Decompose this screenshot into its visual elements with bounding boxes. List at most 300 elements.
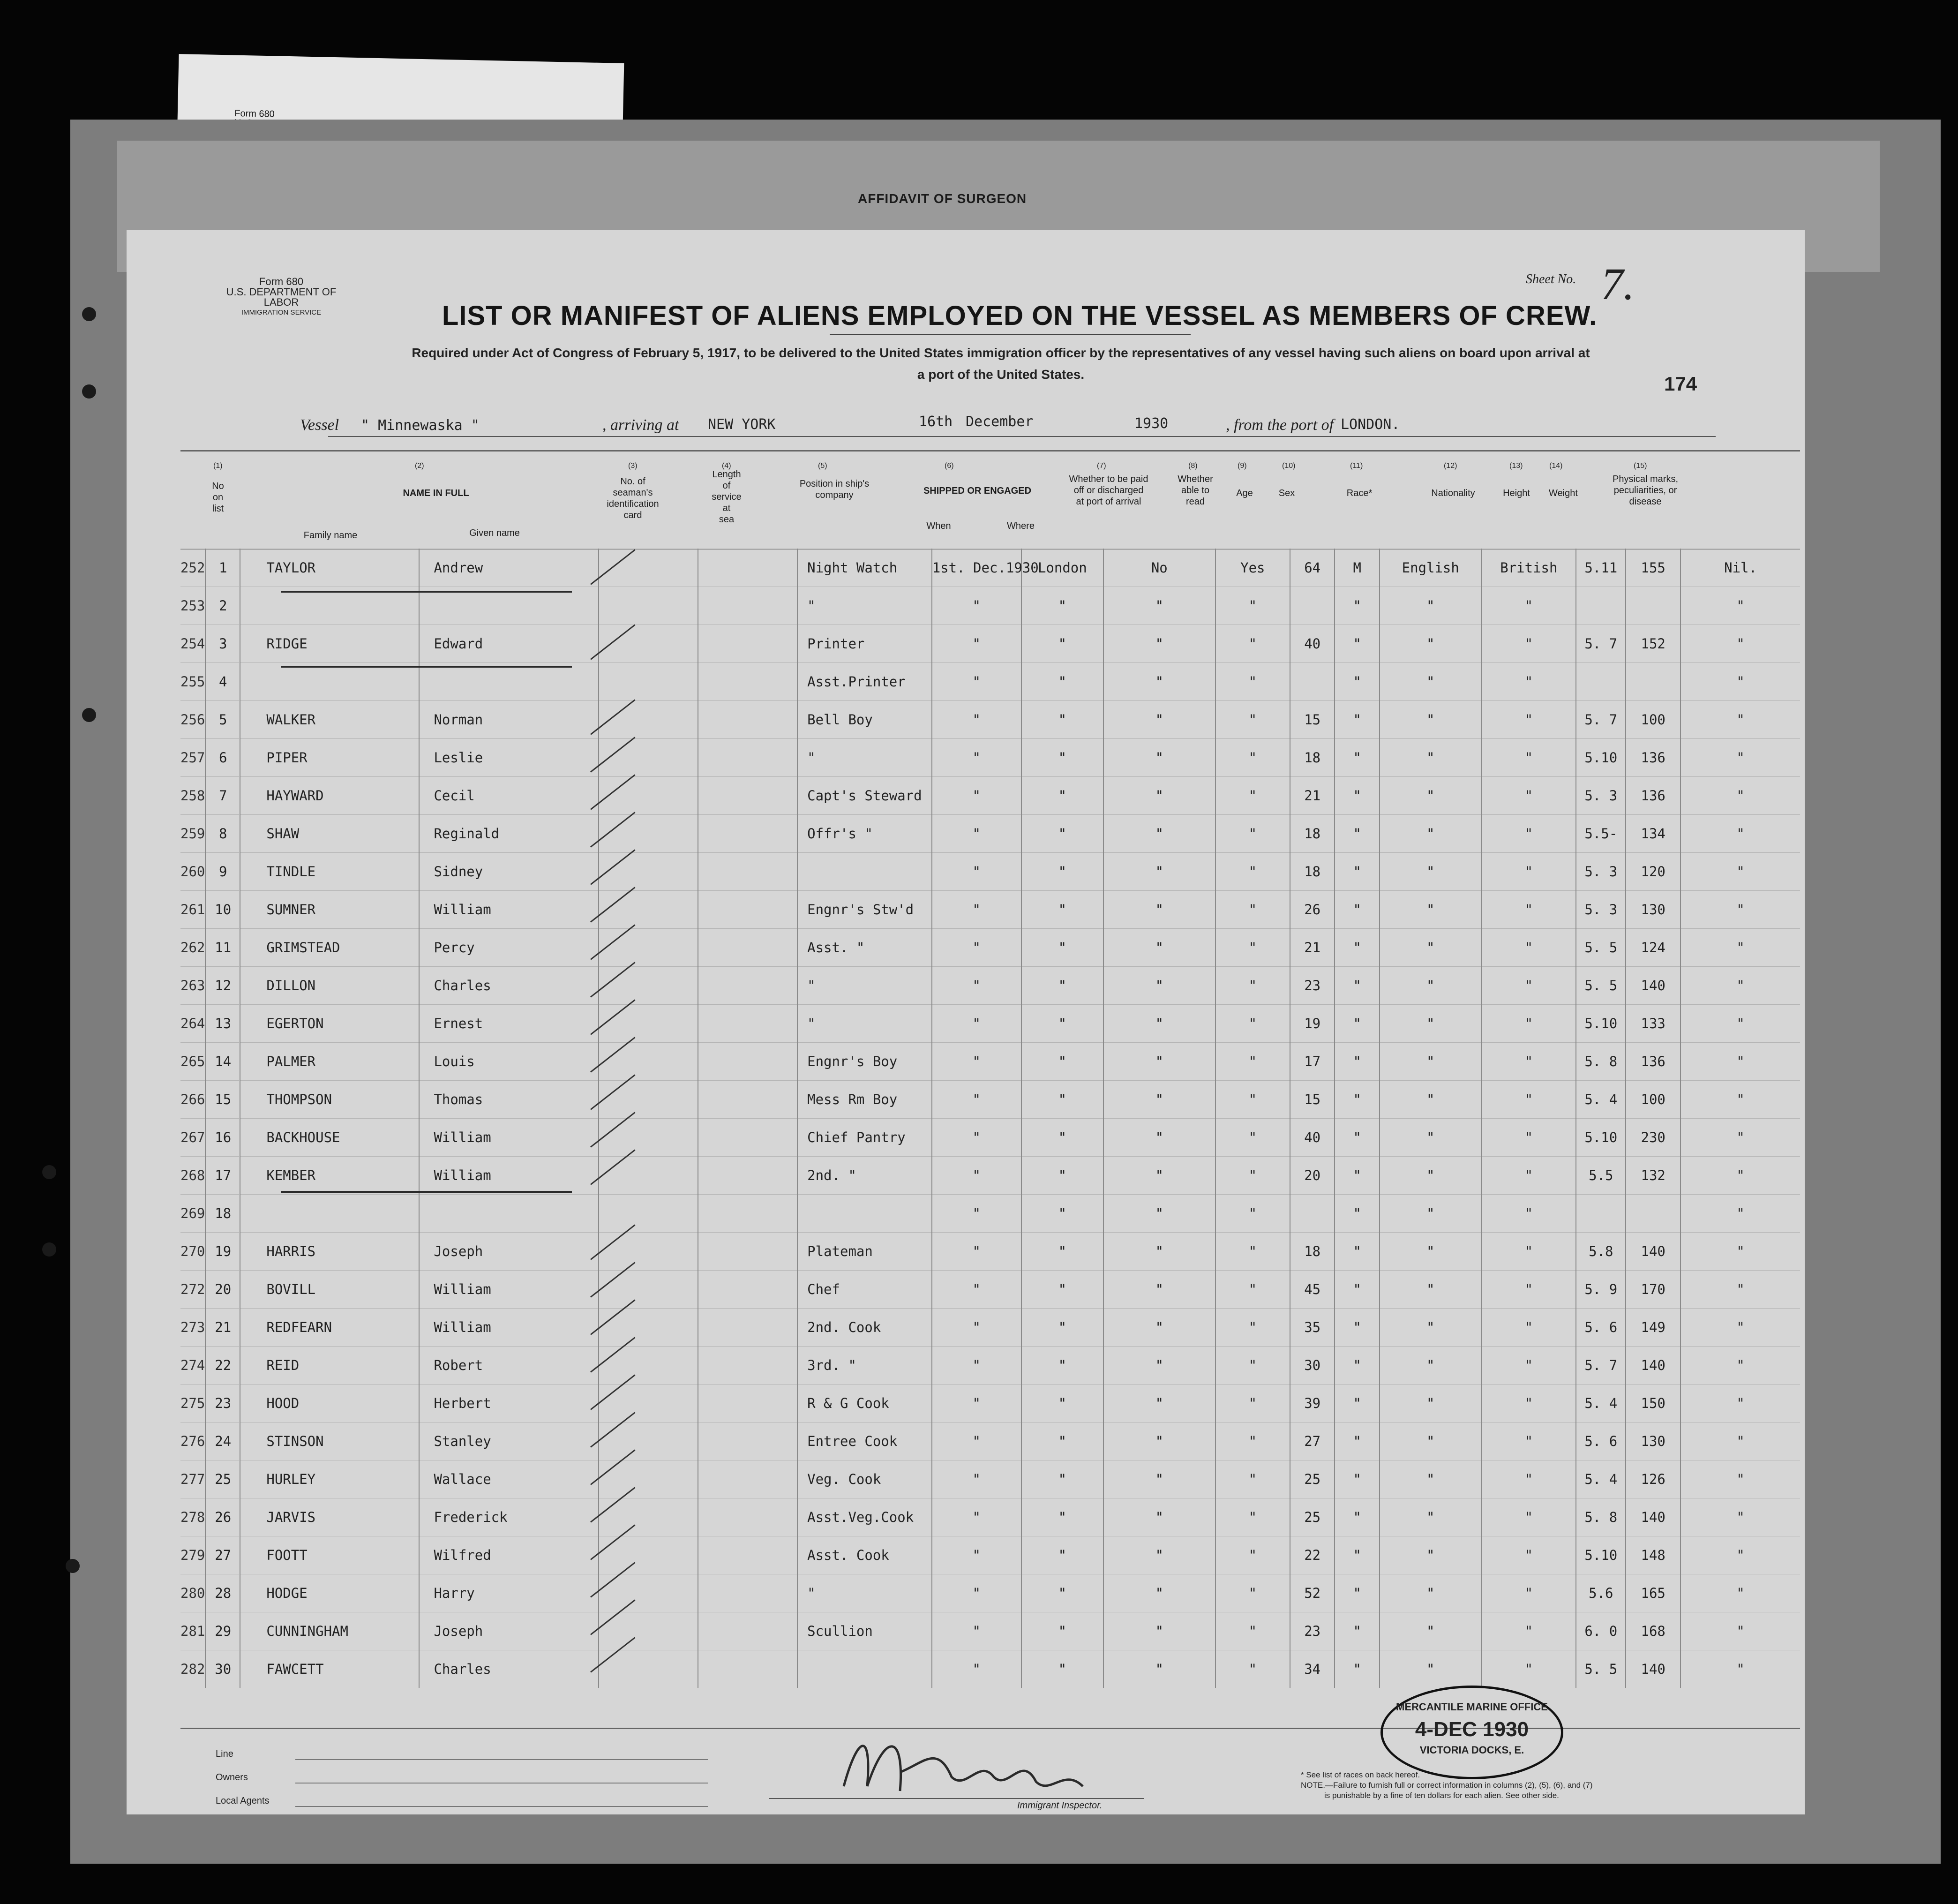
sex: " <box>1335 663 1380 701</box>
shipped-when: " <box>932 1233 1021 1271</box>
weight: 165 <box>1626 1574 1680 1612</box>
able-to-read: " <box>1215 587 1290 625</box>
column-number: (12) <box>1444 462 1457 470</box>
shipped-where: " <box>1021 1043 1103 1081</box>
column-number: (11) <box>1350 462 1363 470</box>
shipped-where: " <box>1021 967 1103 1005</box>
vessel-label: Vessel <box>300 416 339 434</box>
weight: 136 <box>1626 1043 1680 1081</box>
column-number: (10) <box>1282 462 1296 470</box>
list-number: 2 <box>205 587 240 625</box>
list-number: 5 <box>205 701 240 739</box>
weight: 140 <box>1626 1650 1680 1688</box>
form-identifier <box>211 277 352 318</box>
list-number: 21 <box>205 1309 240 1347</box>
column-number: (4) <box>722 462 731 470</box>
shipped-when: " <box>932 1385 1021 1422</box>
inspector-label: Immigrant Inspector. <box>1017 1800 1103 1811</box>
arrival-year: 1930 <box>1134 415 1169 432</box>
sex: " <box>1335 1536 1380 1574</box>
height <box>1576 663 1626 701</box>
sex: " <box>1335 701 1380 739</box>
length-service <box>698 815 797 853</box>
family-name: WALKER <box>240 701 419 739</box>
manifest-sheet <box>127 230 1805 1814</box>
age <box>1290 1195 1335 1233</box>
able-to-read: " <box>1215 1233 1290 1271</box>
id-card <box>599 1233 698 1271</box>
sex: " <box>1335 815 1380 853</box>
position <box>797 1650 932 1688</box>
shipped-where: " <box>1021 1081 1103 1119</box>
header-weight: Weight <box>1549 488 1578 498</box>
header-race: Race* <box>1346 488 1373 498</box>
line-number: 276 <box>180 1422 205 1460</box>
position: Veg. Cook <box>797 1460 932 1498</box>
age: 17 <box>1290 1043 1335 1081</box>
from-port: LONDON. <box>1341 416 1400 433</box>
paid-off: " <box>1103 1081 1215 1119</box>
column-number: (2) <box>415 462 424 470</box>
race: " <box>1380 929 1482 967</box>
table-row <box>180 1536 1800 1574</box>
id-card <box>599 1005 698 1043</box>
id-card <box>599 853 698 891</box>
header-physical-marks: Physical marks, peculiarities, or disease <box>1612 474 1679 507</box>
nationality: " <box>1482 815 1576 853</box>
race: " <box>1380 1233 1482 1271</box>
physical-marks: " <box>1680 1233 1800 1271</box>
list-number: 18 <box>205 1195 240 1233</box>
race: " <box>1380 1460 1482 1498</box>
physical-marks: " <box>1680 967 1800 1005</box>
able-to-read: " <box>1215 1574 1290 1612</box>
table-row <box>180 1385 1800 1422</box>
length-service <box>698 1574 797 1612</box>
header-age: Age <box>1236 488 1253 498</box>
weight <box>1626 663 1680 701</box>
table-row <box>180 1612 1800 1650</box>
requirement-text <box>244 342 1758 385</box>
race: " <box>1380 1612 1482 1650</box>
line-number: 268 <box>180 1157 205 1195</box>
physical-marks: " <box>1680 1422 1800 1460</box>
shipped-where: " <box>1021 1422 1103 1460</box>
table-row <box>180 1157 1800 1195</box>
physical-marks: " <box>1680 1157 1800 1195</box>
sex: " <box>1335 1309 1380 1347</box>
age: 23 <box>1290 1612 1335 1650</box>
family-name: HODGE <box>240 1574 419 1612</box>
position: Scullion <box>797 1612 932 1650</box>
length-service <box>698 1650 797 1688</box>
weight: 168 <box>1626 1612 1680 1650</box>
weight: 140 <box>1626 1347 1680 1385</box>
age: 18 <box>1290 739 1335 777</box>
shipped-where: " <box>1021 625 1103 663</box>
physical-marks: " <box>1680 1385 1800 1422</box>
race: " <box>1380 1195 1482 1233</box>
sex: M <box>1335 549 1380 587</box>
sex: " <box>1335 1612 1380 1650</box>
stamp-top-text: MERCANTILE MARINE OFFICE <box>1396 1701 1548 1713</box>
table-row <box>180 739 1800 777</box>
physical-marks: " <box>1680 1043 1800 1081</box>
shipped-when: " <box>932 891 1021 929</box>
family-name: HAYWARD <box>240 777 419 815</box>
list-number: 13 <box>205 1005 240 1043</box>
shipped-when: " <box>932 1157 1021 1195</box>
height: 5.10 <box>1576 1005 1626 1043</box>
position: 2nd. Cook <box>797 1309 932 1347</box>
shipped-when: " <box>932 1081 1021 1119</box>
family-name: CUNNINGHAM <box>240 1612 419 1650</box>
line-number: 269 <box>180 1195 205 1233</box>
able-to-read: " <box>1215 739 1290 777</box>
able-to-read: " <box>1215 1536 1290 1574</box>
family-name: BOVILL <box>240 1271 419 1309</box>
paid-off: " <box>1103 1422 1215 1460</box>
paid-off: " <box>1103 1574 1215 1612</box>
id-card <box>599 1271 698 1309</box>
position: " <box>797 1005 932 1043</box>
header-no-on-list: No on list <box>212 481 224 514</box>
length-service <box>698 1309 797 1347</box>
length-service <box>698 587 797 625</box>
shipped-where: " <box>1021 1271 1103 1309</box>
race: " <box>1380 1536 1482 1574</box>
race: " <box>1380 1005 1482 1043</box>
stamp-date: 4-DEC 1930 <box>1415 1718 1529 1741</box>
shipped-when: " <box>932 663 1021 701</box>
weight: 170 <box>1626 1271 1680 1309</box>
id-card <box>599 1043 698 1081</box>
position: Capt's Steward <box>797 777 932 815</box>
column-number: (15) <box>1634 462 1647 470</box>
list-number: 4 <box>205 663 240 701</box>
shipped-where: " <box>1021 1574 1103 1612</box>
age: 64 <box>1290 549 1335 587</box>
list-number: 7 <box>205 777 240 815</box>
shipped-where: " <box>1021 1498 1103 1536</box>
shipped-when: " <box>932 1460 1021 1498</box>
weight: 136 <box>1626 739 1680 777</box>
height: 5.6 <box>1576 1574 1626 1612</box>
shipped-when: " <box>932 587 1021 625</box>
height: 5.11 <box>1576 549 1626 587</box>
family-name <box>240 1195 419 1233</box>
age: 39 <box>1290 1385 1335 1422</box>
length-service <box>698 777 797 815</box>
age <box>1290 587 1335 625</box>
physical-marks: " <box>1680 1536 1800 1574</box>
position: Asst.Veg.Cook <box>797 1498 932 1536</box>
given-name: Robert <box>419 1347 598 1385</box>
length-service <box>698 1043 797 1081</box>
given-name: Edward <box>419 625 598 663</box>
id-card <box>599 1081 698 1119</box>
given-name: William <box>419 1119 598 1157</box>
nationality: " <box>1482 1309 1576 1347</box>
shipped-when: " <box>932 777 1021 815</box>
race: " <box>1380 1157 1482 1195</box>
weight: 148 <box>1626 1536 1680 1574</box>
weight: 124 <box>1626 929 1680 967</box>
column-number: (7) <box>1097 462 1106 470</box>
given-name: Leslie <box>419 739 598 777</box>
age: 23 <box>1290 967 1335 1005</box>
strike-line <box>281 666 572 668</box>
sex: " <box>1335 929 1380 967</box>
physical-marks: " <box>1680 587 1800 625</box>
table-row <box>180 1195 1800 1233</box>
shipped-where: " <box>1021 1650 1103 1688</box>
nationality: " <box>1482 1005 1576 1043</box>
header-position: Position in ship's company <box>799 479 870 500</box>
position: Offr's " <box>797 815 932 853</box>
paid-off: " <box>1103 701 1215 739</box>
weight: 149 <box>1626 1309 1680 1347</box>
shipped-when: " <box>932 967 1021 1005</box>
able-to-read: " <box>1215 1650 1290 1688</box>
binder-hole <box>82 384 96 399</box>
column-number: (1) <box>213 462 223 470</box>
race: " <box>1380 1119 1482 1157</box>
table-row <box>180 1271 1800 1309</box>
physical-marks: " <box>1680 929 1800 967</box>
sex: " <box>1335 1233 1380 1271</box>
binder-hole <box>42 1242 56 1257</box>
line-number: 275 <box>180 1385 205 1422</box>
able-to-read: " <box>1215 1498 1290 1536</box>
sex: " <box>1335 1005 1380 1043</box>
line-label: Line <box>216 1749 233 1759</box>
given-name: Joseph <box>419 1233 598 1271</box>
line-number: 256 <box>180 701 205 739</box>
physical-marks: Nil. <box>1680 549 1800 587</box>
able-to-read: " <box>1215 1347 1290 1385</box>
list-number: 14 <box>205 1043 240 1081</box>
sex: " <box>1335 1119 1380 1157</box>
shipped-when: " <box>932 1612 1021 1650</box>
paid-off: " <box>1103 891 1215 929</box>
paid-off: " <box>1103 1119 1215 1157</box>
shipped-where: " <box>1021 587 1103 625</box>
physical-marks: " <box>1680 777 1800 815</box>
line-number: 257 <box>180 739 205 777</box>
footnote-penalty: NOTE.—Failure to furnish full or correct information in columns (2), (5), (6), and (7) <box>1301 1781 1593 1790</box>
weight: 140 <box>1626 967 1680 1005</box>
weight: 150 <box>1626 1385 1680 1422</box>
height <box>1576 1195 1626 1233</box>
paid-off: " <box>1103 1309 1215 1347</box>
shipped-where: " <box>1021 1233 1103 1271</box>
line-number: 258 <box>180 777 205 815</box>
footnote-races: * See list of races on back hereof. <box>1301 1770 1420 1779</box>
shipped-where: " <box>1021 891 1103 929</box>
list-number: 3 <box>205 625 240 663</box>
age: 22 <box>1290 1536 1335 1574</box>
line-number: 272 <box>180 1271 205 1309</box>
sheet-label: Sheet No. <box>1526 272 1576 286</box>
given-name: Andrew <box>419 549 598 587</box>
binder-hole <box>82 307 96 321</box>
nationality: " <box>1482 1536 1576 1574</box>
footnote <box>1301 1770 1593 1801</box>
race: " <box>1380 739 1482 777</box>
id-card <box>599 891 698 929</box>
age: 40 <box>1290 1119 1335 1157</box>
nationality: " <box>1482 625 1576 663</box>
height: 5.5 <box>1576 1157 1626 1195</box>
able-to-read: " <box>1215 701 1290 739</box>
header-name-in-full: NAME IN FULL <box>403 488 469 498</box>
position: Asst. Cook <box>797 1536 932 1574</box>
height <box>1576 587 1626 625</box>
weight: 130 <box>1626 1422 1680 1460</box>
given-name: Frederick <box>419 1498 598 1536</box>
shipped-where: " <box>1021 1612 1103 1650</box>
given-name: Wallace <box>419 1460 598 1498</box>
family-name: HOOD <box>240 1385 419 1422</box>
race: " <box>1380 1422 1482 1460</box>
shipped-when: " <box>932 1574 1021 1612</box>
able-to-read: " <box>1215 1195 1290 1233</box>
physical-marks: " <box>1680 1309 1800 1347</box>
age: 52 <box>1290 1574 1335 1612</box>
table-row <box>180 549 1800 587</box>
shipped-when: " <box>932 853 1021 891</box>
line-number: 265 <box>180 1043 205 1081</box>
family-name: KEMBER <box>240 1157 419 1195</box>
paid-off: " <box>1103 625 1215 663</box>
sex: " <box>1335 1574 1380 1612</box>
given-name: Ernest <box>419 1005 598 1043</box>
table-row <box>180 1043 1800 1081</box>
weight: 130 <box>1626 891 1680 929</box>
paid-off: " <box>1103 1650 1215 1688</box>
able-to-read: " <box>1215 1385 1290 1422</box>
list-number: 30 <box>205 1650 240 1688</box>
shipped-where: " <box>1021 739 1103 777</box>
height: 5. 7 <box>1576 625 1626 663</box>
position: 3rd. " <box>797 1347 932 1385</box>
age: 18 <box>1290 1233 1335 1271</box>
header-nationality: Nationality <box>1431 488 1475 498</box>
given-name: Wilfred <box>419 1536 598 1574</box>
position: Bell Boy <box>797 701 932 739</box>
table-row <box>180 1119 1800 1157</box>
table-row <box>180 1233 1800 1271</box>
position: Asst. " <box>797 929 932 967</box>
height: 5.10 <box>1576 1119 1626 1157</box>
table-row <box>180 777 1800 815</box>
family-name: EGERTON <box>240 1005 419 1043</box>
family-name: FAWCETT <box>240 1650 419 1688</box>
id-card <box>599 625 698 663</box>
shipped-where: " <box>1021 663 1103 701</box>
race: " <box>1380 1574 1482 1612</box>
given-name: Percy <box>419 929 598 967</box>
id-card <box>599 1195 698 1233</box>
physical-marks: " <box>1680 1119 1800 1157</box>
paid-off: No <box>1103 549 1215 587</box>
weight: 134 <box>1626 815 1680 853</box>
physical-marks: " <box>1680 1612 1800 1650</box>
height: 5. 9 <box>1576 1271 1626 1309</box>
age: 27 <box>1290 1422 1335 1460</box>
form-label: Form 680 <box>259 276 304 287</box>
able-to-read: " <box>1215 777 1290 815</box>
header-length-service: Length of service at sea <box>712 469 742 525</box>
title-underline <box>830 334 1191 335</box>
shipped-when: " <box>932 1650 1021 1688</box>
paid-off: " <box>1103 1271 1215 1309</box>
header-able-to-read: Whether able to read <box>1178 474 1213 507</box>
able-to-read: " <box>1215 853 1290 891</box>
table-row <box>180 1081 1800 1119</box>
column-number: (6) <box>945 462 954 470</box>
position: " <box>797 739 932 777</box>
height: 6. 0 <box>1576 1612 1626 1650</box>
paid-off: " <box>1103 967 1215 1005</box>
length-service <box>698 853 797 891</box>
position: Printer <box>797 625 932 663</box>
race: " <box>1380 1309 1482 1347</box>
race: " <box>1380 1347 1482 1385</box>
given-name: Harry <box>419 1574 598 1612</box>
owners-label: Owners <box>216 1772 248 1783</box>
binder-hole <box>42 1165 56 1179</box>
weight: 100 <box>1626 701 1680 739</box>
line-number: 262 <box>180 929 205 967</box>
length-service <box>698 739 797 777</box>
shipped-where: " <box>1021 1385 1103 1422</box>
weight <box>1626 1195 1680 1233</box>
nationality: " <box>1482 701 1576 739</box>
line-number: 253 <box>180 587 205 625</box>
race: " <box>1380 777 1482 815</box>
crew-table <box>180 449 1800 1688</box>
local-agents-label: Local Agents <box>216 1796 270 1806</box>
family-name: GRIMSTEAD <box>240 929 419 967</box>
height: 5. 5 <box>1576 967 1626 1005</box>
shipped-when: " <box>932 1536 1021 1574</box>
physical-marks: " <box>1680 663 1800 701</box>
id-card <box>599 739 698 777</box>
family-name: RIDGE <box>240 625 419 663</box>
nationality: " <box>1482 1422 1576 1460</box>
shipped-where: " <box>1021 701 1103 739</box>
shipped-where: " <box>1021 853 1103 891</box>
header-id-card: No. of seaman's identification card <box>607 476 659 520</box>
paid-off: " <box>1103 663 1215 701</box>
physical-marks: " <box>1680 1460 1800 1498</box>
family-name: SHAW <box>240 815 419 853</box>
race: " <box>1380 853 1482 891</box>
table-row <box>180 1460 1800 1498</box>
sex: " <box>1335 625 1380 663</box>
department-label: U.S. DEPARTMENT OF LABOR <box>226 286 337 308</box>
height: 5.5- <box>1576 815 1626 853</box>
given-name: Stanley <box>419 1422 598 1460</box>
sex: " <box>1335 1157 1380 1195</box>
sex: " <box>1335 853 1380 891</box>
line-number: 282 <box>180 1650 205 1688</box>
position: Plateman <box>797 1233 932 1271</box>
length-service <box>698 1612 797 1650</box>
table-row <box>180 853 1800 891</box>
